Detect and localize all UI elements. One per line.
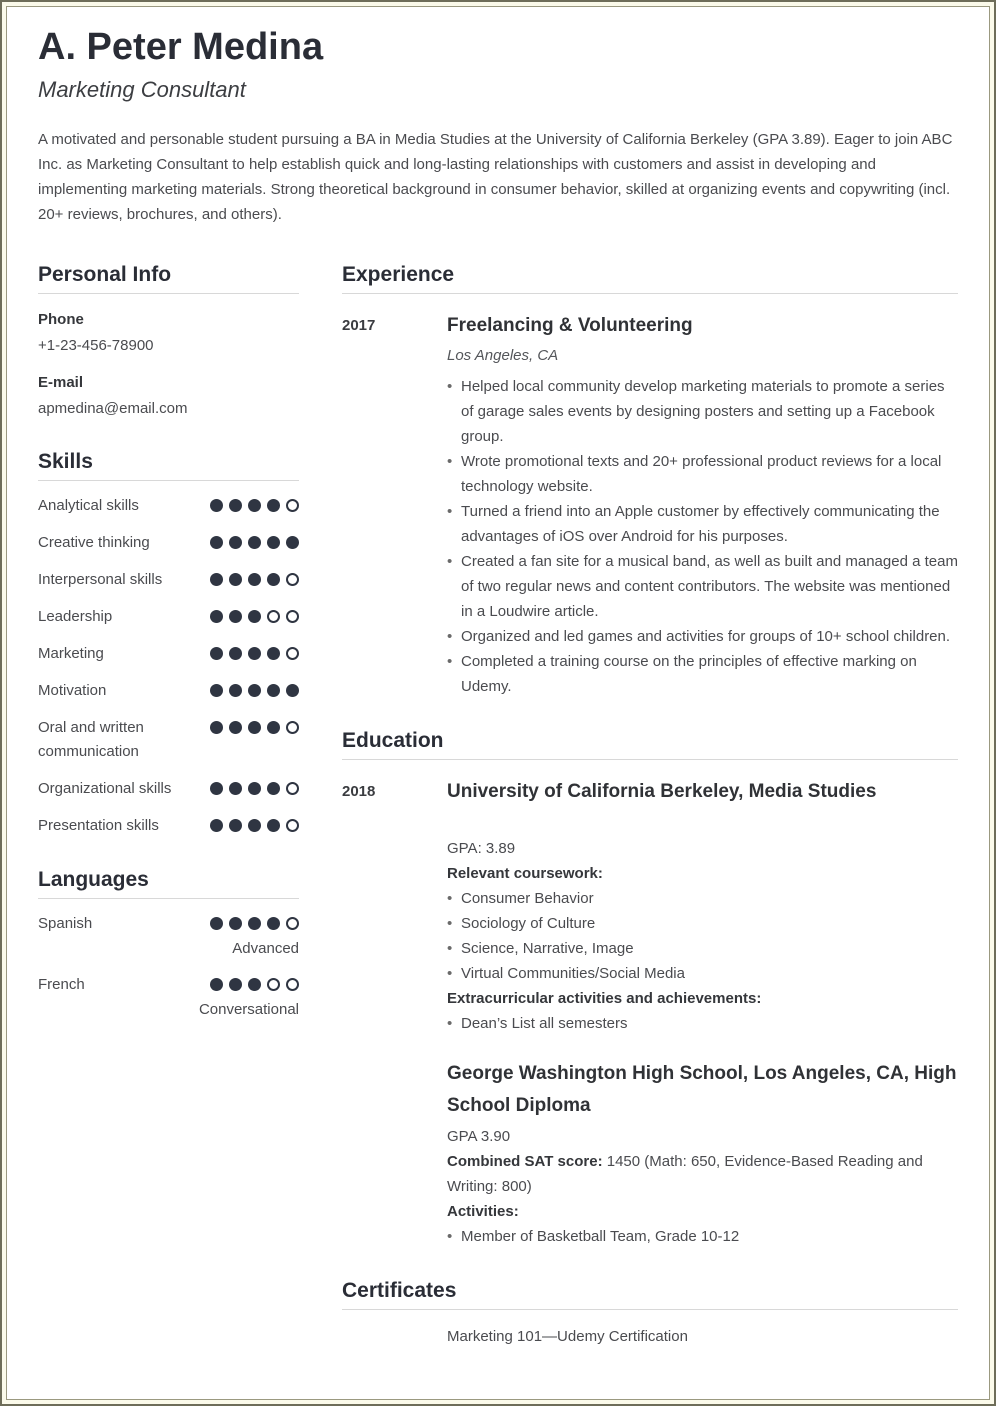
bullet-item	[447, 549, 958, 624]
entry-date: 2018	[342, 782, 376, 800]
certificate-items	[342, 1324, 958, 1349]
rating-dot-filled	[248, 536, 261, 549]
rating-dots	[210, 494, 299, 512]
contact-label: E-mail	[38, 373, 84, 391]
rating-dot-filled	[248, 978, 261, 991]
certificates-heading: Certificates	[342, 1279, 958, 1310]
rating-dot-filled	[210, 536, 223, 549]
language-level: Conversational	[198, 1000, 299, 1018]
candidate-name: A. Peter Medina	[38, 26, 324, 68]
bullet-item	[447, 499, 958, 549]
rating-dot-empty	[286, 610, 299, 623]
rating-dots	[210, 973, 299, 991]
contact-field	[38, 372, 299, 420]
bullet-item	[447, 449, 958, 499]
section-skills	[38, 450, 299, 838]
right-column	[342, 263, 958, 1379]
bullet-text: Organized and led games and activities for groups of 10+ school children.	[461, 627, 951, 645]
detail-text: GPA: 3.89	[447, 839, 516, 857]
detail-label: Extracurricular activities and achievements:	[447, 989, 762, 1007]
skill-label: Organizational skills	[38, 779, 172, 797]
rating-dots	[210, 716, 299, 734]
education-heading: Education	[342, 729, 958, 760]
rating-dots	[210, 912, 299, 930]
experience-entries	[342, 310, 958, 699]
bullet-marker: •	[447, 1014, 453, 1032]
rating-dot-filled	[210, 819, 223, 832]
bullet-marker: •	[447, 964, 453, 982]
languages-heading: Languages	[38, 868, 299, 899]
bullet-item	[447, 911, 958, 936]
bullet-marker: •	[447, 939, 453, 957]
bullet-item	[447, 1224, 958, 1249]
rating-dot-filled	[286, 684, 299, 697]
skill-label: Creative thinking	[38, 533, 150, 551]
language-item	[38, 973, 299, 1021]
rating-dot-empty	[286, 499, 299, 512]
bullet-text: Completed a training course on the principles of effective marking on Udemy.	[461, 652, 917, 695]
section-certificates	[342, 1279, 958, 1349]
skill-label: Analytical skills	[38, 496, 139, 514]
rating-dot-filled	[229, 499, 242, 512]
contact-value: +1-23-456-78900	[38, 336, 154, 354]
rating-dot-filled	[210, 978, 223, 991]
entry-details	[447, 1124, 958, 1249]
rating-dot-filled	[267, 721, 280, 734]
rating-dot-filled	[248, 610, 261, 623]
language-label: French	[38, 975, 85, 993]
language-item	[38, 912, 299, 960]
skill-item	[38, 716, 299, 764]
rating-dot-filled	[229, 684, 242, 697]
rating-dot-filled	[210, 647, 223, 660]
languages-list	[38, 912, 299, 1021]
bullet-list	[447, 374, 958, 699]
bullet-marker: •	[447, 627, 453, 645]
rating-dot-filled	[210, 917, 223, 930]
rating-dot-filled	[267, 782, 280, 795]
education-entries	[342, 776, 958, 1249]
bullet-text: Virtual Communities/Social Media	[461, 964, 685, 982]
bullet-marker: •	[447, 377, 453, 395]
section-experience	[342, 263, 958, 699]
rating-dot-filled	[229, 647, 242, 660]
skill-label: Oral and written communication	[38, 718, 144, 760]
rating-dots	[210, 531, 299, 549]
section-personal-info	[38, 263, 299, 420]
bullet-item	[447, 649, 958, 699]
rating-dot-filled	[248, 647, 261, 660]
entry-title: Freelancing & Volunteering	[447, 314, 693, 336]
section-languages	[38, 868, 299, 1021]
skill-label: Motivation	[38, 681, 107, 699]
rating-dot-filled	[286, 536, 299, 549]
entry-title: University of California Berkeley, Media Studies	[447, 780, 877, 802]
skill-item	[38, 642, 299, 666]
bullet-item	[447, 961, 958, 986]
skill-item	[38, 568, 299, 592]
skills-heading: Skills	[38, 450, 299, 481]
rating-dot-empty	[267, 978, 280, 991]
rating-dot-filled	[248, 782, 261, 795]
rating-dot-filled	[229, 782, 242, 795]
resume-page	[6, 6, 990, 1400]
contact-field	[38, 309, 299, 357]
experience-entry	[342, 310, 958, 699]
rating-dot-empty	[286, 647, 299, 660]
skill-label: Leadership	[38, 607, 113, 625]
rating-dot-empty	[286, 782, 299, 795]
bullet-text: Member of Basketball Team, Grade 10-12	[461, 1227, 740, 1245]
entry-title: George Washington High School, Los Angeles, CA, High School Diploma	[447, 1062, 957, 1116]
rating-dot-filled	[229, 536, 242, 549]
candidate-job-title: Marketing Consultant	[38, 76, 246, 102]
rating-dot-filled	[210, 721, 223, 734]
entry-body	[447, 776, 958, 1036]
entry-body	[447, 310, 958, 699]
rating-dot-empty	[286, 573, 299, 586]
personal-info-heading: Personal Info	[38, 263, 299, 294]
rating-dot-filled	[248, 573, 261, 586]
rating-dot-empty	[267, 610, 280, 623]
contact-fields	[38, 309, 299, 420]
skill-item	[38, 494, 299, 518]
detail-label: Relevant coursework:	[447, 864, 603, 882]
rating-dot-empty	[286, 721, 299, 734]
rating-dot-filled	[267, 499, 280, 512]
language-row	[38, 973, 299, 997]
rating-dot-filled	[248, 819, 261, 832]
resume-columns	[38, 263, 958, 1379]
language-level: Advanced	[232, 939, 299, 957]
skill-label: Interpersonal skills	[38, 570, 163, 588]
rating-dot-filled	[267, 647, 280, 660]
entry-details	[447, 836, 958, 1036]
bullet-marker: •	[447, 889, 453, 907]
rating-dots	[210, 605, 299, 623]
certificate-item	[342, 1324, 958, 1349]
skill-label: Marketing	[38, 644, 104, 662]
bullet-text: Helped local community develop marketing materials to promote a series of garage sales events by designing posters and setting up a Facebook group.	[461, 377, 945, 445]
skill-item	[38, 531, 299, 555]
entry-date-empty	[342, 1324, 447, 1349]
section-education	[342, 729, 958, 1249]
rating-dot-filled	[248, 499, 261, 512]
bullet-marker: •	[447, 914, 453, 932]
skills-list	[38, 494, 299, 838]
rating-dots	[210, 814, 299, 832]
rating-dot-filled	[267, 684, 280, 697]
detail-label-text: Combined SAT score:	[447, 1152, 603, 1170]
rating-dot-filled	[267, 917, 280, 930]
rating-dots	[210, 777, 299, 795]
entry-date	[342, 1058, 447, 1249]
rating-dot-empty	[286, 819, 299, 832]
bullet-text: Consumer Behavior	[461, 889, 594, 907]
contact-value: apmedina@email.com	[38, 399, 188, 417]
contact-label: Phone	[38, 310, 84, 328]
bullet-text: Wrote promotional texts and 20+ professional product reviews for a local technology website.	[461, 452, 942, 495]
rating-dot-empty	[286, 978, 299, 991]
bullet-marker: •	[447, 1227, 453, 1245]
rating-dot-filled	[229, 917, 242, 930]
rating-dot-filled	[210, 782, 223, 795]
rating-dot-filled	[267, 536, 280, 549]
bullet-marker: •	[447, 502, 453, 520]
detail-rest: 1450 (Math: 650, Evidence-Based Reading and Writing: 800)	[447, 1152, 923, 1195]
entry-body	[447, 1058, 958, 1249]
rating-dot-filled	[267, 573, 280, 586]
rating-dot-filled	[210, 684, 223, 697]
rating-dot-filled	[229, 573, 242, 586]
bullet-item	[447, 374, 958, 449]
bullet-item	[447, 886, 958, 911]
rating-dot-filled	[248, 721, 261, 734]
education-entry	[342, 776, 958, 1036]
rating-dot-filled	[210, 610, 223, 623]
bullet-text: Science, Narrative, Image	[461, 939, 634, 957]
rating-dot-filled	[229, 819, 242, 832]
rating-dot-filled	[248, 684, 261, 697]
bullet-text: Sociology of Culture	[461, 914, 596, 932]
bullet-marker: •	[447, 452, 453, 470]
bullet-text: Dean’s List all semesters	[461, 1014, 628, 1032]
skill-item	[38, 679, 299, 703]
certificate-text: Marketing 101—Udemy Certification	[447, 1327, 688, 1345]
rating-dots	[210, 642, 299, 660]
rating-dots	[210, 679, 299, 697]
skill-item	[38, 814, 299, 838]
rating-dot-filled	[210, 499, 223, 512]
rating-dot-filled	[210, 573, 223, 586]
bullet-marker: •	[447, 652, 453, 670]
bullet-item	[447, 936, 958, 961]
bullet-marker: •	[447, 552, 453, 570]
experience-heading: Experience	[342, 263, 958, 294]
skill-label: Presentation skills	[38, 816, 159, 834]
detail-text: GPA 3.90	[447, 1127, 511, 1145]
language-label: Spanish	[38, 914, 93, 932]
rating-dot-filled	[229, 978, 242, 991]
entry-location: Los Angeles, CA	[447, 346, 559, 364]
bullet-item	[447, 624, 958, 649]
rating-dot-filled	[229, 721, 242, 734]
rating-dots	[210, 568, 299, 586]
education-entry	[342, 1058, 958, 1249]
bullet-item	[447, 1011, 958, 1036]
detail-label: Activities:	[447, 1202, 519, 1220]
detail-line	[447, 1149, 958, 1199]
rating-dot-empty	[286, 917, 299, 930]
skill-item	[38, 605, 299, 629]
rating-dot-filled	[229, 610, 242, 623]
resume-header	[38, 25, 958, 227]
rating-dot-filled	[248, 917, 261, 930]
bullet-text: Turned a friend into an Apple customer by effectively communicating the advantages of iOS over Android for his purposes.	[461, 502, 940, 545]
summary-paragraph: A motivated and personable student pursuing a BA in Media Studies at the University of California Berkeley (GPA 3.89). Eager to join ABC Inc. as Marketing Consultant to help establish quick and long-lasting relationships with customers and assist in developing and implementing marketing materials. Strong theoretical background in consumer behavior, skilled at organizing events and copywriting (incl. 20+ reviews, brochures, and others).	[38, 130, 953, 223]
rating-dot-filled	[267, 819, 280, 832]
bullet-text: Created a fan site for a musical band, as well as built and managed a team of two regular news and content contributors. The website was mentioned in a Loudwire article.	[461, 552, 958, 620]
entry-date: 2017	[342, 316, 376, 334]
left-column	[38, 263, 299, 1379]
skill-item	[38, 777, 299, 801]
language-row	[38, 912, 299, 936]
